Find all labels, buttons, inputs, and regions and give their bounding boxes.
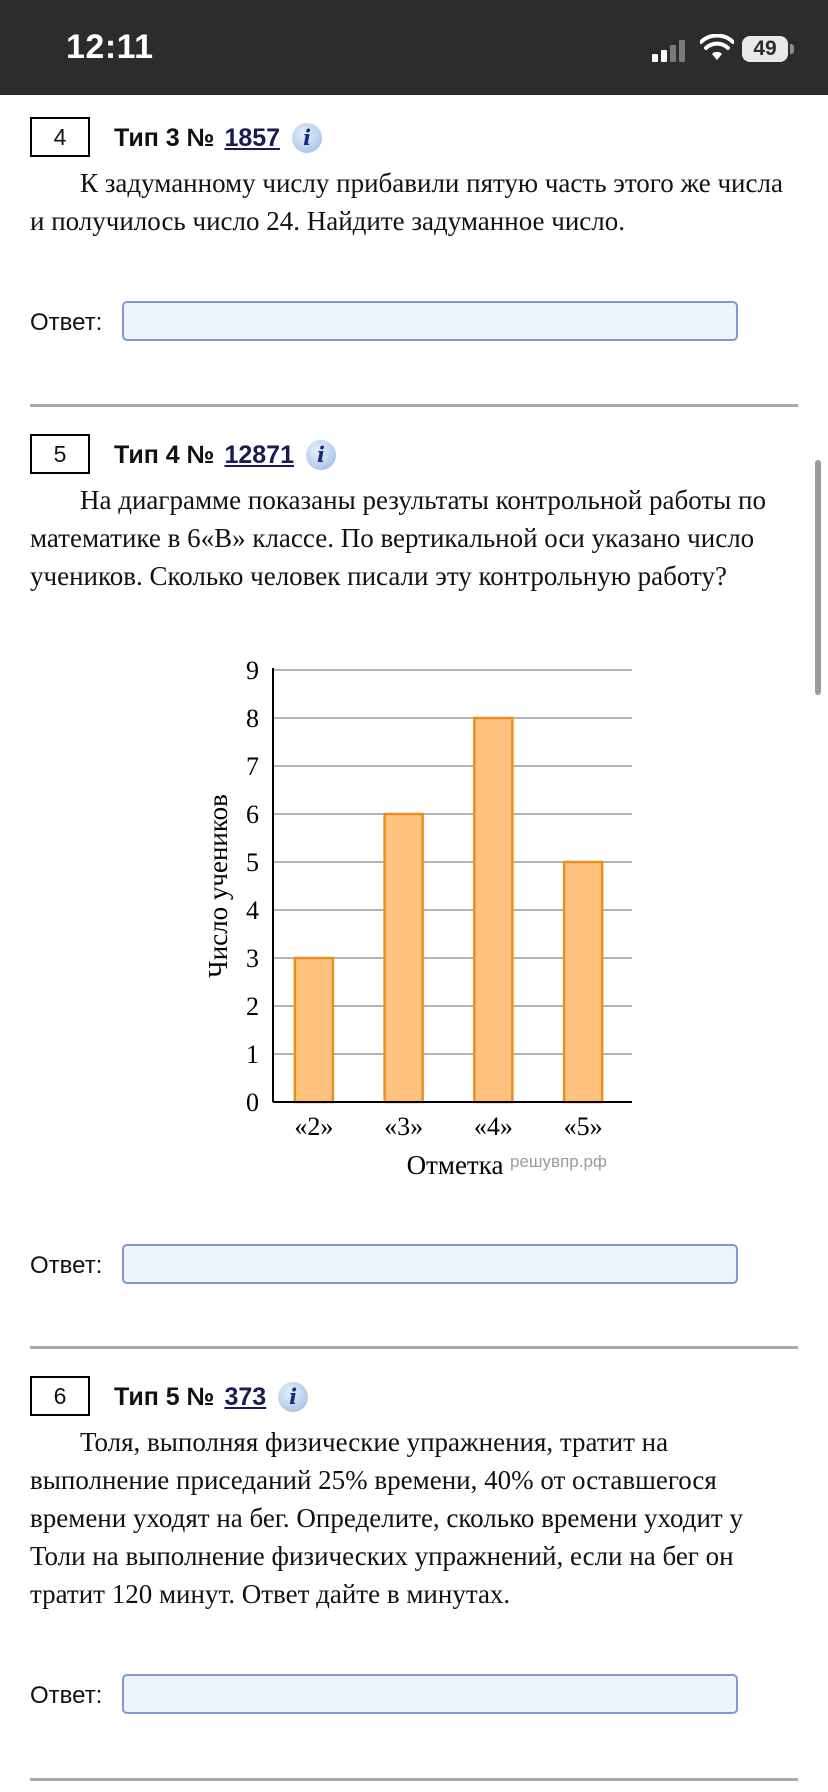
x-tick-label: «5»	[563, 1112, 603, 1141]
answer-label: Ответ:	[30, 309, 103, 336]
y-axis-label: Число учеников	[203, 794, 233, 978]
cellular-signal-icon	[652, 38, 688, 62]
battery-icon: 49	[742, 36, 788, 62]
y-tick-label: 1	[246, 1040, 259, 1069]
bar-4	[474, 718, 512, 1102]
wifi-icon	[700, 34, 734, 62]
y-tick-label: 3	[246, 944, 259, 973]
y-tick-label: 7	[246, 752, 259, 781]
answer-input[interactable]	[122, 1244, 738, 1284]
x-tick-label: «3»	[384, 1112, 424, 1141]
info-icon[interactable]: i	[292, 123, 322, 153]
answer-label: Ответ:	[30, 1252, 103, 1279]
problem-header	[114, 123, 322, 153]
type-label: Тип 4 №	[114, 440, 215, 469]
problem-text: Толя, выполняя физические упражнения, тратит на выполнение приседаний 25% времени, 40% от оставшегося времени уходят на бег. Определите, сколько времени уходит у Толи на выполнение физических упражнений, если на бег он тратит 120 минут. Ответ дайте в минутах.	[30, 1427, 743, 1609]
info-icon[interactable]: i	[306, 440, 336, 470]
problem-text: К задуманному числу прибавили пятую часть этого же числа и получилось число 24. Найдите задуманное число.	[30, 168, 783, 236]
bar-5	[564, 862, 602, 1102]
problem-header	[114, 1382, 308, 1412]
answer-input[interactable]	[122, 1674, 738, 1714]
y-tick-label: 0	[246, 1088, 259, 1117]
y-tick-label: 4	[246, 896, 259, 925]
divider	[30, 404, 798, 407]
problem-number: 4	[30, 117, 90, 157]
info-icon[interactable]: i	[278, 1382, 308, 1412]
y-tick-label: 9	[246, 656, 259, 685]
problem-number: 6	[30, 1376, 90, 1416]
x-tick-label: «4»	[473, 1112, 513, 1141]
problem-id-link[interactable]: 1857	[224, 123, 281, 152]
divider	[30, 1778, 798, 1781]
x-axis-label: Отметка	[406, 1150, 504, 1180]
status-bar	[0, 0, 828, 95]
status-time: 12:11	[66, 28, 154, 66]
problem-id-link[interactable]: 373	[224, 1382, 267, 1411]
y-tick-label: 8	[246, 704, 259, 733]
watermark: решувпр.рф	[510, 1152, 607, 1171]
x-tick-label: «2»	[294, 1112, 334, 1141]
y-tick-label: 6	[246, 800, 259, 829]
type-label: Тип 5 №	[114, 1382, 215, 1411]
battery-tip	[790, 44, 794, 54]
bar-2	[295, 958, 333, 1102]
bar-3	[385, 814, 423, 1102]
answer-input[interactable]	[122, 301, 738, 341]
y-tick-label: 5	[246, 848, 259, 877]
problem-header	[114, 440, 336, 470]
answer-label: Ответ:	[30, 1682, 103, 1709]
scrollbar[interactable]	[815, 460, 821, 695]
problem-number: 5	[30, 434, 90, 474]
problem-id-link[interactable]: 12871	[224, 440, 294, 469]
divider	[30, 1346, 798, 1349]
bar-chart	[195, 655, 665, 1185]
type-label: Тип 3 №	[114, 123, 215, 152]
problem-text: На диаграмме показаны результаты контрольной работы по математике в 6«В» классе. По вертикальной оси указано число учеников. Сколько человек писали эту контрольную работу?	[30, 485, 766, 591]
y-tick-label: 2	[246, 992, 259, 1021]
